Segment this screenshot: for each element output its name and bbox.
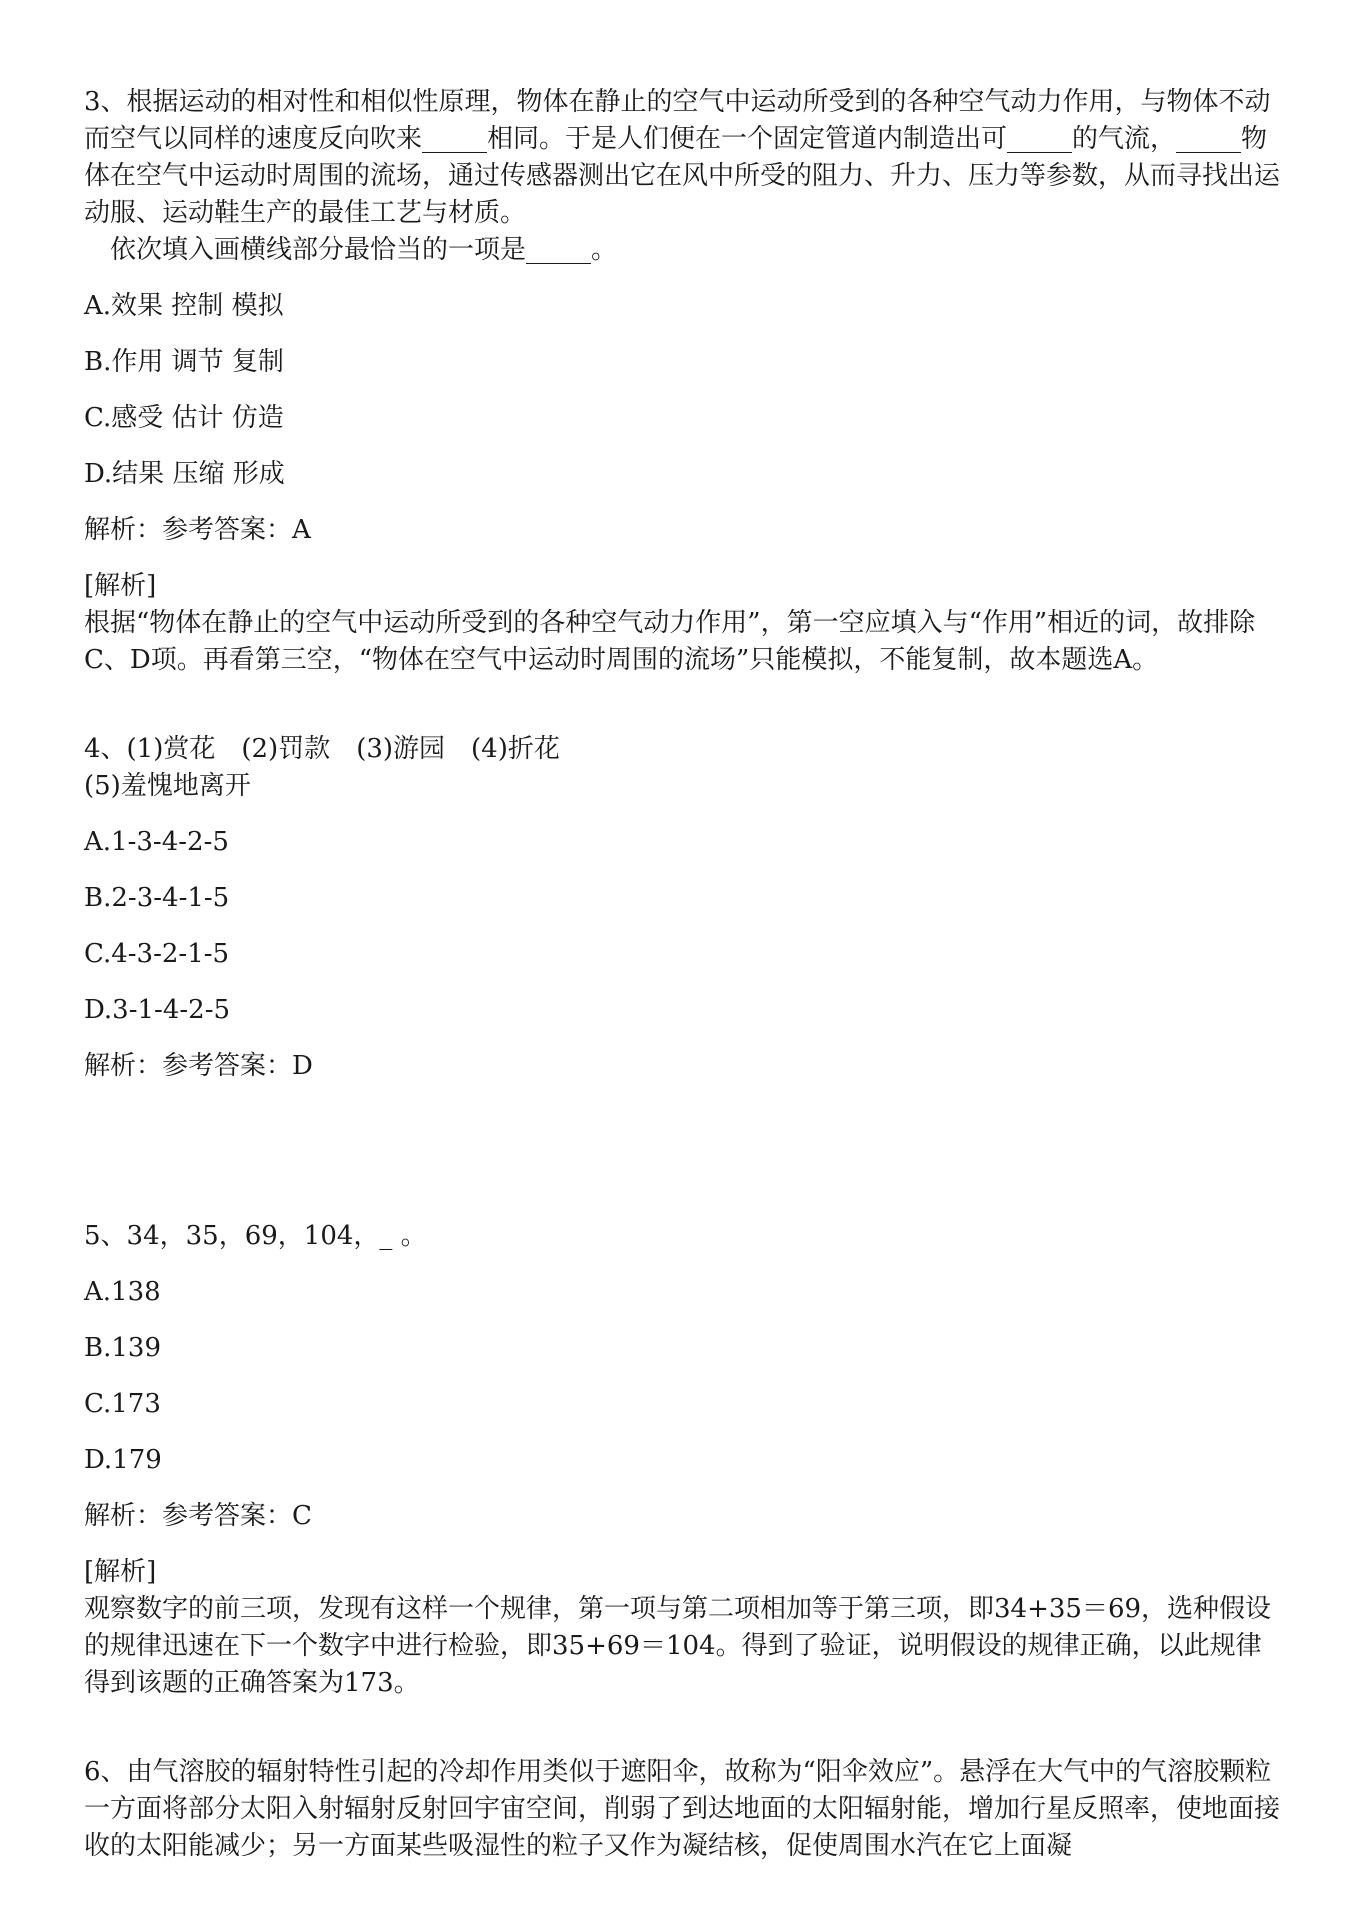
document-page [84, 84, 1284, 1865]
question-5-answer: 解析：参考答案：C [84, 1501, 312, 1531]
question-4-answer: 解析：参考答案：D [84, 1051, 313, 1081]
question-4-stem-line2: (5)羞愧地离开 [84, 771, 251, 801]
question-5-option-d: D.179 [84, 1445, 162, 1475]
question-3-option-c: C.感受 估计 仿造 [84, 403, 284, 433]
question-5-option-a: A.138 [84, 1277, 161, 1307]
question-3-analysis: 根据“物体在静止的空气中运动所受到的各种空气动力作用”，第一空应填入与“作用”相近的词，故排除C、D项。再看第三空，“物体在空气中运动时周围的流场”只能模拟，不能复制，故本题选A。 [84, 608, 1256, 675]
question-6-stem: 6、由气溶胶的辐射特性引起的冷却作用类似于遮阳伞，故称为“阳伞效应”。悬浮在大气中的气溶胶颗粒一方面将部分太阳入射辐射反射回宇宙空间，削弱了到达地面的太阳辐射能，增加行星反照率，使地面接收的太阳能减少；另一方面某些吸湿性的粒子又作为凝结核，促使周围水汽在它上面凝 [84, 1757, 1281, 1861]
question-5-option-b: B.139 [84, 1333, 161, 1363]
question-4 [84, 731, 1284, 1085]
question-5-analysis: 观察数字的前三项，发现有这样一个规律，第一项与第二项相加等于第三项，即34+35＝69，选种假设的规律迅速在下一个数字中进行检验，即35+69＝104。得到了验证，说明假设的规律正确，以此规律得到该题的正确答案为173。 [84, 1594, 1272, 1698]
question-3-option-a: A.效果 控制 模拟 [84, 291, 284, 321]
question-5 [84, 1218, 1284, 1702]
question-6 [84, 1754, 1284, 1865]
question-4-option-c: C.4-3-2-1-5 [84, 939, 230, 969]
question-3-option-b: B.作用 调节 复制 [84, 347, 284, 377]
question-5-analysis-title: [解析] [84, 1557, 157, 1587]
question-3-option-d: D.结果 压缩 形成 [84, 459, 285, 489]
question-4-option-d: D.3-1-4-2-5 [84, 995, 231, 1025]
question-4-option-a: A.1-3-4-2-5 [84, 827, 229, 857]
question-3-analysis-title: [解析] [84, 571, 157, 601]
question-4-option-b: B.2-3-4-1-5 [84, 883, 230, 913]
question-5-stem: 5、34，35，69，104，_ 。 [84, 1221, 427, 1251]
question-5-option-c: C.173 [84, 1389, 161, 1419]
question-3-answer: 解析：参考答案：A [84, 515, 311, 545]
question-4-stem-line1: 4、(1)赏花 (2)罚款 (3)游园 (4)折花 [84, 734, 560, 764]
question-3 [84, 84, 1284, 679]
question-3-stem: 3、根据运动的相对性和相似性原理，物体在静止的空气中运动所受到的各种空气动力作用，与物体不动而空气以同样的速度反向吹来_____相同。于是人们便在一个固定管道内制造出可_____的气流，_____物体在空气中运动时周围的流场，通过传感器测出它在风中所受的阻力、升力、压力等参数，从而寻找出运动服、运动鞋生产的最佳工艺与材质。 [84, 87, 1281, 228]
question-3-prompt: 依次填入画横线部分最恰当的一项是_____。 [110, 235, 618, 265]
